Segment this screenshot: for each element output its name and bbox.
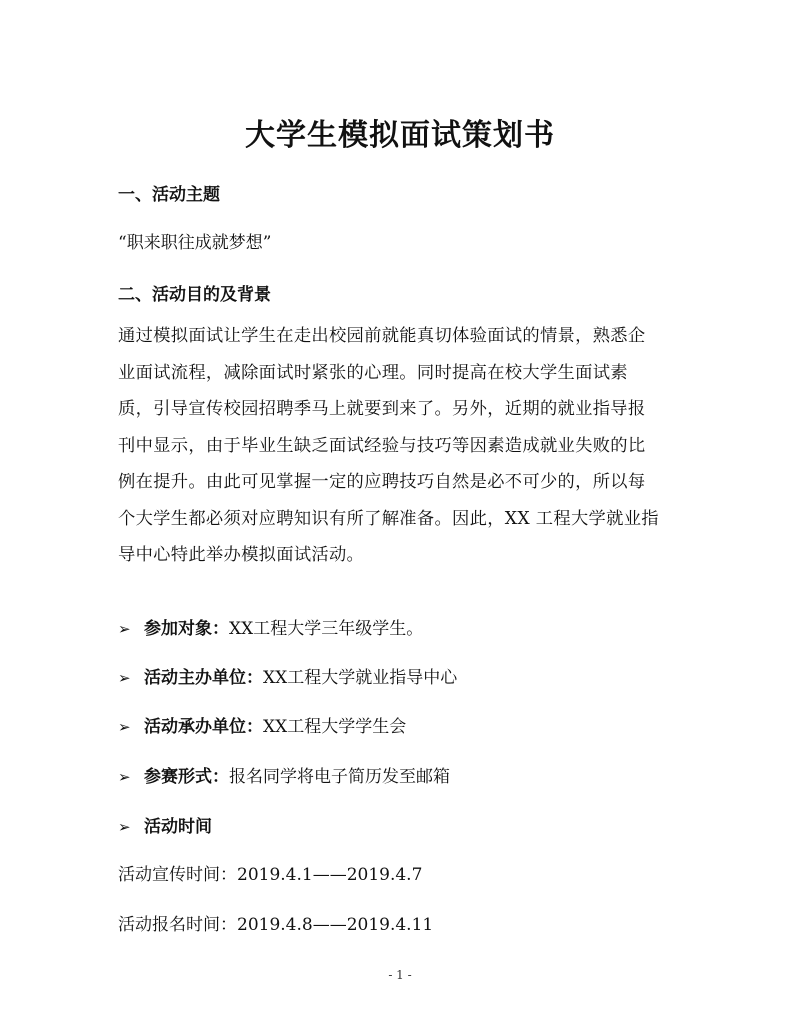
bullet-time bbox=[118, 812, 212, 837]
schedule-registration: 活动报名时间：2019.4.8——2019.4.11 bbox=[118, 915, 434, 935]
bullet-label: 活动时间 bbox=[144, 817, 212, 837]
bullet-participants bbox=[118, 614, 423, 639]
page-number: - 1 - bbox=[388, 968, 412, 982]
bullet-label: 参加对象： bbox=[144, 619, 229, 639]
bullet-label: 活动承办单位： bbox=[144, 717, 263, 737]
paragraph-line: 个大学生都必须对应聘知识有所了解准备。因此，XX 工程大学就业指 bbox=[118, 508, 659, 529]
schedule-promotion: 活动宣传时间：2019.4.1——2019.4.7 bbox=[118, 865, 423, 885]
arrow-bullet-icon: ➢ bbox=[118, 818, 131, 836]
bullet-format bbox=[118, 762, 450, 787]
purpose-paragraph bbox=[118, 318, 688, 574]
bullet-value: XX工程大学学生会 bbox=[263, 717, 407, 737]
section-heading-purpose: 二、活动目的及背景 bbox=[118, 285, 271, 305]
document-title: 大学生模拟面试策划书 bbox=[245, 118, 555, 153]
paragraph-line: 业面试流程，减除面试时紧张的心理。同时提高在校大学生面试素 bbox=[118, 362, 628, 383]
bullet-value: XX工程大学三年级学生。 bbox=[229, 619, 424, 639]
section-heading-theme: 一、活动主题 bbox=[118, 185, 220, 205]
bullet-label: 活动主办单位： bbox=[144, 668, 263, 688]
activity-theme-text: “职来职往成就梦想” bbox=[118, 233, 272, 253]
paragraph-line: 通过模拟面试让学生在走出校园前就能真切体验面试的情景，熟悉企 bbox=[118, 326, 646, 346]
arrow-bullet-icon: ➢ bbox=[118, 718, 131, 736]
paragraph-line: 质，引导宣传校园招聘季马上就要到来了。另外，近期的就业指导报 bbox=[118, 399, 646, 419]
bullet-value: 报名同学将电子简历发至邮箱 bbox=[229, 767, 450, 787]
bullet-organizer bbox=[118, 663, 457, 688]
bullet-label: 参赛形式： bbox=[144, 767, 229, 787]
arrow-bullet-icon: ➢ bbox=[118, 620, 131, 638]
arrow-bullet-icon: ➢ bbox=[118, 669, 131, 687]
paragraph-line: 例在提升。由此可见掌握一定的应聘技巧自然是必不可少的，所以每 bbox=[118, 472, 646, 492]
bullet-undertaker bbox=[118, 712, 406, 737]
arrow-bullet-icon: ➢ bbox=[118, 768, 131, 786]
bullet-value: XX工程大学就业指导中心 bbox=[263, 668, 458, 688]
paragraph-line: 导中心特此举办模拟面试活动。 bbox=[118, 545, 365, 565]
paragraph-line: 刊中显示，由于毕业生缺乏面试经验与技巧等因素造成就业失败的比 bbox=[118, 435, 646, 456]
